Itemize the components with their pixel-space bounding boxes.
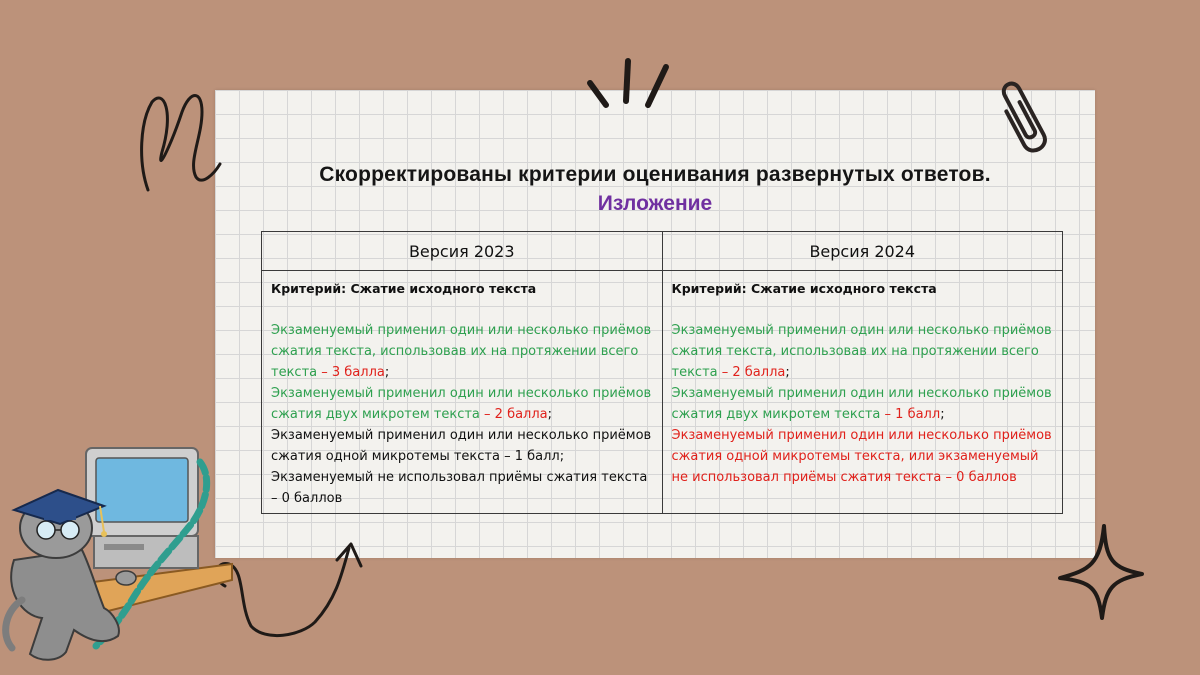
cell-2023 [262, 271, 663, 514]
criterion-text-segment: – 2 балла [717, 365, 786, 380]
criterion-text-segment: Экзаменуемый применил один или несколько приёмов сжатия одной микротемы текста – 1 балл; [271, 428, 652, 464]
slide-subtitle: Изложение [597, 192, 713, 215]
criterion-text-segment: ; [785, 365, 790, 380]
criterion-text-segment: – 3 балла [317, 365, 385, 380]
criterion-heading: Критерий: Сжатие исходного текста [671, 281, 937, 296]
sparkle-lines-icon [582, 55, 672, 115]
star-doodle-icon [1052, 520, 1148, 624]
criterion-text-segment: Экзаменуемый применил один или несколько приёмов сжатия текста, использовав их на протяжении всего текста [271, 323, 652, 380]
criterion-text-segment: – 1 балл [880, 407, 941, 422]
criterion-text-segment: Экзаменуемый применил один или несколько приёмов сжатия одной микротемы текста, или экзаменуемый не использовал приёмы сжатия текста – 0 баллов [671, 428, 1052, 485]
column-header-2024: Версия 2024 [662, 232, 1063, 271]
column-header-2023: Версия 2023 [262, 232, 663, 271]
slide-title: Скорректированы критерии оценивания развернутых ответов. [319, 163, 991, 186]
paperclip-icon [990, 72, 1050, 168]
criterion-body [672, 320, 1055, 488]
cat-computer-illustration [0, 440, 240, 675]
table-row [262, 271, 1063, 514]
criterion-heading: Критерий: Сжатие исходного текста [271, 281, 537, 296]
criterion-text-segment: ; [547, 407, 553, 422]
criterion-text-segment: ; [384, 365, 390, 380]
cell-2024 [662, 271, 1063, 514]
criterion-text-segment: Экзаменуемый применил один или несколько приёмов сжатия двух микротем текста [271, 386, 652, 422]
criterion-text-segment: Экзаменуемый применил один или несколько приёмов сжатия текста, использовав их на протяжении всего текста [671, 323, 1052, 380]
criterion-text-segment: Экзаменуемый применил один или несколько приёмов сжатия двух микротем текста [671, 386, 1052, 422]
criteria-comparison-table [261, 231, 1063, 514]
criterion-text-segment: – 2 балла [479, 407, 548, 422]
criterion-text-segment: Экзаменуемый не использовал приёмы сжатия текста – 0 баллов [271, 470, 648, 506]
criterion-text-segment: ; [940, 407, 945, 422]
criterion-body [271, 320, 654, 509]
table-header-row [262, 232, 1063, 271]
